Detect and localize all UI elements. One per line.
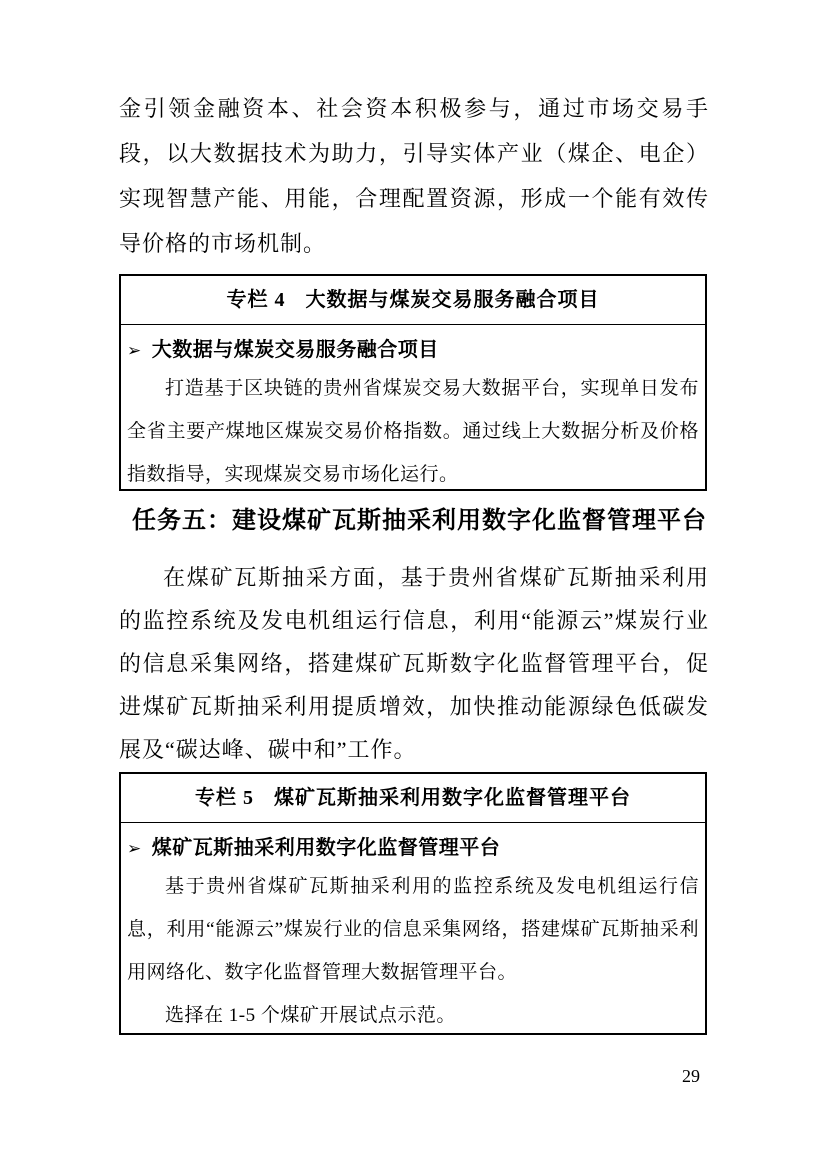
- box-5-title: 煤矿瓦斯抽采利用数字化监督管理平台: [274, 787, 631, 809]
- box-5-label: 专栏 5: [195, 787, 254, 809]
- box-4-title: 大数据与煤炭交易服务融合项目: [305, 289, 600, 311]
- box-5-body: [121, 865, 705, 1035]
- box-5-bullet: [121, 823, 705, 865]
- box-4-body: [121, 367, 705, 491]
- box-4-bullet-label: 大数据与煤炭交易服务融合项目: [151, 339, 439, 361]
- box-5: [119, 772, 707, 1035]
- arrow-bullet-icon: ➢: [127, 341, 142, 360]
- intro-paragraph: 金引领金融资本、社会资本积极参与，通过市场交易手段，以大数据技术为助力，引导实体产业（煤企、电企）实现智慧产能、用能，合理配置资源，形成一个能有效传导价格的市场机制。: [119, 96, 709, 256]
- box-5-header: [121, 774, 705, 823]
- box-5-body-text-1: 基于贵州省煤矿瓦斯抽采利用的监控系统及发电机组运行信息，利用“能源云”煤炭行业的信息采集网络，搭建煤矿瓦斯抽采利用网络化、数字化监督管理大数据管理平台。: [127, 876, 699, 983]
- page-number: 29: [682, 1066, 700, 1086]
- box-4: [119, 274, 707, 491]
- box-5-bullet-label: 煤矿瓦斯抽采利用数字化监督管理平台: [151, 837, 501, 859]
- task-5-paragraph: 在煤矿瓦斯抽采方面，基于贵州省煤矿瓦斯抽采利用的监控系统及发电机组运行信息，利用“能源云”煤炭行业的信息采集网络，搭建煤矿瓦斯数字化监督管理平台，促进煤矿瓦斯抽采利用提质增效，加快推动能源绿色低碳发展及“碳达峰、碳中和”工作。: [119, 565, 709, 762]
- box-4-body-text: 打造基于区块链的贵州省煤炭交易大数据平台，实现单日发布全省主要产煤地区煤炭交易价格指数。通过线上大数据分析及价格指数指导，实现煤炭交易市场化运行。: [127, 378, 699, 485]
- box-5-body-text-2: 选择在 1-5 个煤矿开展试点示范。: [165, 1005, 456, 1026]
- box-4-label: 专栏 4: [226, 289, 286, 311]
- box-4-header: [121, 276, 705, 325]
- box-4-bullet: [121, 325, 705, 367]
- task-5-heading: 任务五：建设煤矿瓦斯抽采利用数字化监督管理平台: [132, 508, 707, 534]
- arrow-bullet-icon: ➢: [127, 839, 142, 858]
